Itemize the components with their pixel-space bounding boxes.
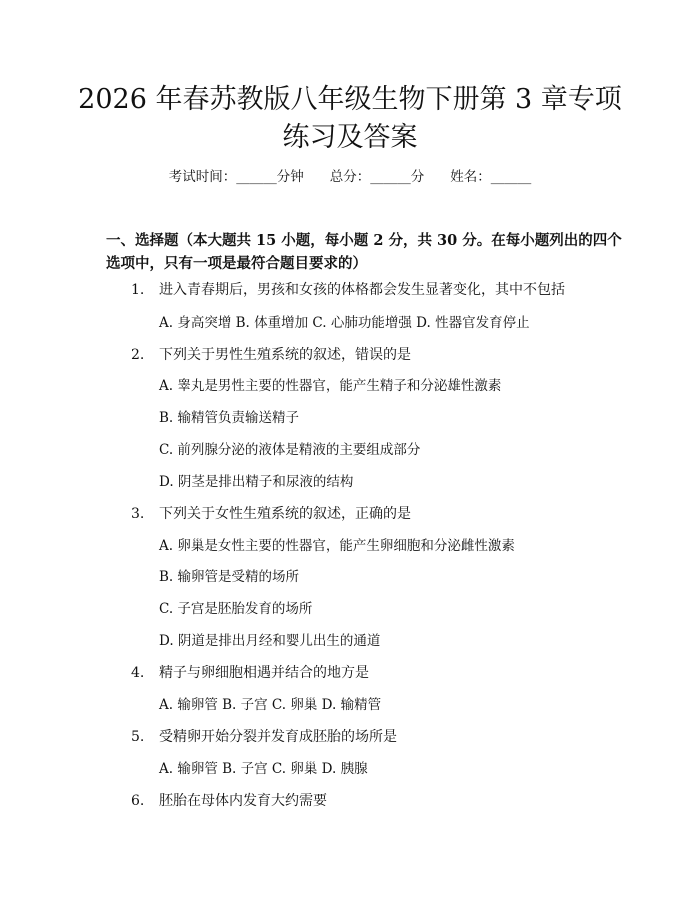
exam-score-field: 总分：______分 (329, 169, 425, 185)
question-4 (131, 663, 369, 683)
exam-name-field: 姓名：______ (450, 169, 532, 185)
exam-info (0, 166, 700, 188)
question-2-option-c: C. 前列腺分泌的液体是精液的主要组成部分 (159, 442, 421, 458)
question-3-option-c: C. 子宫是胚胎发育的场所 (159, 601, 313, 617)
question-3-option-b: B. 输卵管是受精的场所 (159, 569, 300, 585)
question-2-option-b: B. 输精管负责输送精子 (159, 410, 300, 426)
question-3-option-d: D. 阴道是排出月经和婴儿出生的通道 (159, 633, 381, 649)
question-number: 1. (131, 282, 145, 298)
question-2-option-d: D. 阴茎是排出精子和尿液的结构 (159, 474, 354, 490)
question-stem: 受精卵开始分裂并发育成胚胎的场所是 (159, 729, 397, 745)
question-5-options: A. 输卵管 B. 子宫 C. 卵巢 D. 胰腺 (159, 761, 368, 777)
question-stem: 进入青春期后，男孩和女孩的体格都会发生显著变化，其中不包括 (159, 282, 565, 298)
question-stem: 精子与卵细胞相遇并结合的地方是 (159, 665, 369, 681)
document-title-line-2: 练习及答案 (282, 122, 418, 153)
question-1 (131, 280, 565, 300)
question-number: 5. (131, 729, 145, 745)
question-number: 3. (131, 506, 145, 522)
question-3 (131, 504, 411, 524)
question-3-option-a: A. 卵巢是女性主要的性器官，能产生卵细胞和分泌雌性激素 (159, 538, 515, 554)
section-heading: 一、选择题（本大题共 15 小题，每小题 2 分，共 30 分。在每小题列出的四个选项中，只有一项是最符合题目要求的） (106, 232, 622, 272)
question-stem: 下列关于女性生殖系统的叙述，正确的是 (159, 506, 411, 522)
question-5 (131, 727, 397, 747)
question-1-options: A. 身高突增 B. 体重增加 C. 心肺功能增强 D. 性器官发育停止 (159, 315, 530, 331)
question-4-options: A. 输卵管 B. 子宫 C. 卵巢 D. 输精管 (159, 697, 382, 713)
exam-time-field: 考试时间：______分钟 (168, 169, 304, 185)
question-2-option-a: A. 睾丸是男性主要的性器官，能产生精子和分泌雄性激素 (159, 378, 502, 394)
question-number: 2. (131, 347, 145, 363)
question-number: 4. (131, 665, 145, 681)
question-stem: 下列关于男性生殖系统的叙述，错误的是 (159, 347, 411, 363)
document-title-line-1: 2026 年春苏教版八年级生物下册第 3 章专项 (78, 84, 622, 115)
question-stem: 胚胎在母体内发育大约需要 (159, 793, 327, 809)
question-2 (131, 345, 411, 365)
question-number: 6. (131, 793, 145, 809)
question-6 (131, 791, 327, 811)
